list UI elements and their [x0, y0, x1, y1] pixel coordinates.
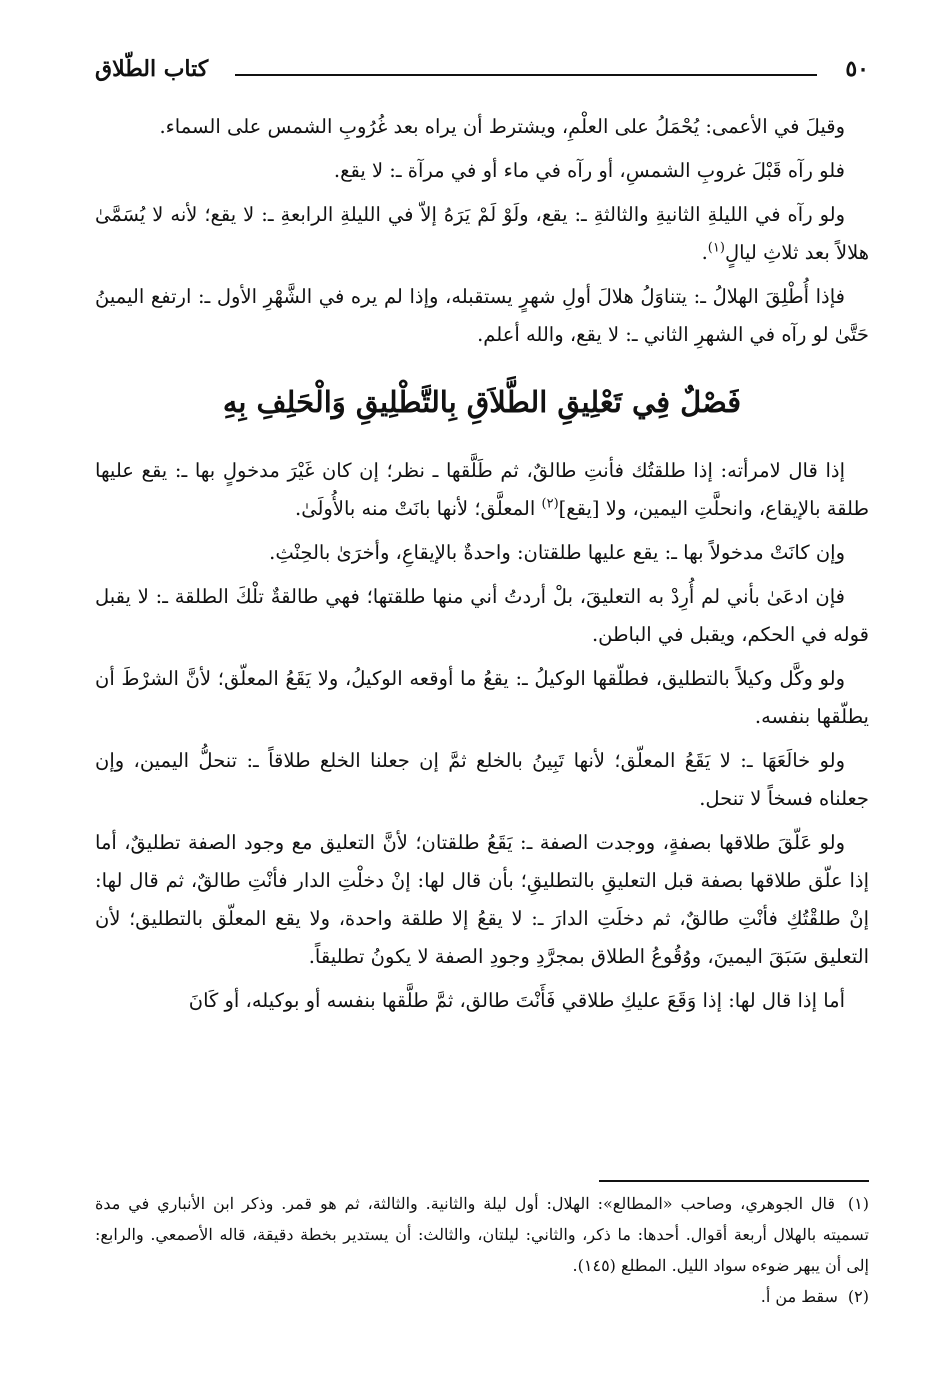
footnotes-section [95, 1180, 869, 1312]
paragraph-consummated: وإن كانَتْ مدخولاً بها ـ: يقع عليها طلقتان: واحدةٌ بالإيقاعِ، وأخرَىٰ بالحِنْثِ. [269, 541, 845, 564]
footnote-number: (١) [847, 1194, 870, 1213]
paragraph-unqualified-crescent: فإذا أُطْلِقَ الهلالُ ـ: يتناوَلُ هلالَ أولِ شهرٍ يستقبله، وإذا لم يره في الشَّهْرِ الأول ـ: ارتفع اليمينُ حَتَّىٰ لو رآه في الشهرِ الثاني ـ: لا يقع، والله أعلم. [95, 285, 869, 346]
section-title: فَصْلٌ فِي تَعْلِيقِ الطَّلاَقِ بِالتَّطْلِيقِ وَالْحَلِفِ بِهِ [222, 385, 742, 419]
main-text [95, 108, 869, 1026]
footnote-text: سقط من أ. [760, 1287, 838, 1306]
footnote-rule [599, 1180, 869, 1182]
paragraph-attribute: ولو عَلّقَ طلاقها بصفةٍ، ووجدت الصفة ـ: يَقَعُ طلقتان؛ لأنَّ التعليق مع وجود الصفة تطليقٌ، أما إذا علّق طلاقها بصفة قبل التعليقِ بالتطليقِ؛ بأن قال لها: إنْ دخلْتِ الدار فأنْتِ طالقٌ، ثم قال لها: إنْ طلقْتُكِ فأنْتِ طالقٌ، ثم دخلَتِ الدارَ ـ: لا يقعُ إلا طلقة واحدة، ولا يقع المعلّق بالتطليق؛ لأن التعليق سَبَقَ اليمينَ، ووُقُوعُ الطلاق بمجرَّدِ وجودِ الصفة لا يكونُ تطليقاً. [95, 831, 869, 968]
page-number: ٥٠ [845, 56, 869, 82]
paragraph-if-divorce-occurs: أما إذا قال لها: إذا وَقَعَ عليكِ طلاقي فَأَنْتَ طالق، ثمَّ طلَّقها بنفسه أو بوكيله، أو كَانَ [188, 989, 845, 1012]
footnote-2 [95, 1281, 869, 1312]
paragraph-khul: ولو خالَعَهَا ـ: لا يَقَعُ المعلّق؛ لأنها تَبِينُ بالخلع ثمَّ إن جعلنا الخلع طلاقاً ـ: تنحلُّ اليمين، وإن جعلناه فسخاً لا تنحل. [95, 749, 869, 810]
paragraph-text-start: إذا قال لامرأته: إذا طلقتُك فأنتِ طالقٌ، ثم طَلَّقها ـ نظر؛ إن كان غَيْرَ مدخولٍ بها ـ: يقع عليها طلقة بالإيقاع، وانحلَّتِ اليمين، ولا [يقع] [95, 459, 869, 520]
running-header [95, 52, 869, 86]
paragraph-claimed-intent: فإن ادعَىٰ بأني لم أُرِدْ به التعليقَ، بلْ أردتُ أني منها طلقتها؛ فهي طالقةٌ تلْكَ الطلقة ـ: لا يقبل قوله في الحكم، ويقبل في الباطن. [95, 585, 869, 646]
paragraph-second-third-night: ولو رآه في الليلةِ الثانيةِ والثالثةِ ـ: يقع، ولَوْ لَمْ يَرَهُ إلاّ في الليلةِ الرابعةِ ـ: لا يقع؛ لأنه لا يُسَمَّىٰ هلالاً بعد ثلاثِ ليالٍ$^{(١)}$. [95, 203, 869, 264]
footnote-1 [95, 1188, 869, 1281]
book-title: كتاب الطّلاق [95, 56, 209, 82]
paragraph-text-end: المعلَّق؛ لأنها بانَتْ منه بالأُولَىٰ. [295, 497, 542, 520]
paragraph-divorce-on-divorce [95, 452, 869, 528]
footnote-number: (٢) [847, 1287, 869, 1306]
footnote-ref-2[interactable]: (٢) [541, 496, 559, 512]
header-rule [235, 74, 817, 76]
footnote-ref-1[interactable]: (١) [707, 240, 725, 256]
paragraph-agent: ولو وكَّل وكيلاً بالتطليق، فطلّقها الوكيلُ ـ: يقعُ ما أوقعه الوكيلُ، ولا يَقَعُ المعلّق؛ لأنَّ الشرْطَ أن يطلّقها بنفسه. [95, 667, 869, 728]
paragraph-blind-person: وقيلَ في الأعمى: يُحْمَلُ على العلْمِ، ويشترط أن يراه بعد غُرُوبِ الشمس على السماء. [159, 115, 845, 138]
paragraph-before-sunset: فلو رآه قَبْلَ غروبِ الشمسِ، أو رآه في ماء أو في مرآة ـ: لا يقع. [333, 159, 845, 182]
footnote-text: قال الجوهري، وصاحب «المطالع»: الهلال: أول ليلة والثانية. والثالثة، ثم هو قمر. وذكر ابن الأنباري في مدة تسميته بالهلال أربعة أقوال. أحدها: ما ذكر، والثاني: ليلتان، والثالث: أن يستدير بخطة دقيقة، قاله الأصمعي. والرابع: إلى أن يبهر ضوءه سواد الليل. المطلع (١٤٥). [95, 1194, 869, 1275]
paragraph-text: ولو رآه في الليلةِ الثانيةِ والثالثةِ ـ: يقع، ولَوْ لَمْ يَرَهُ إلاّ في الليلةِ الرابعةِ ـ: لا يقع؛ لأنه لا يُسَمَّىٰ هلالاً بعد ثلاثِ ليالٍ [95, 203, 869, 264]
